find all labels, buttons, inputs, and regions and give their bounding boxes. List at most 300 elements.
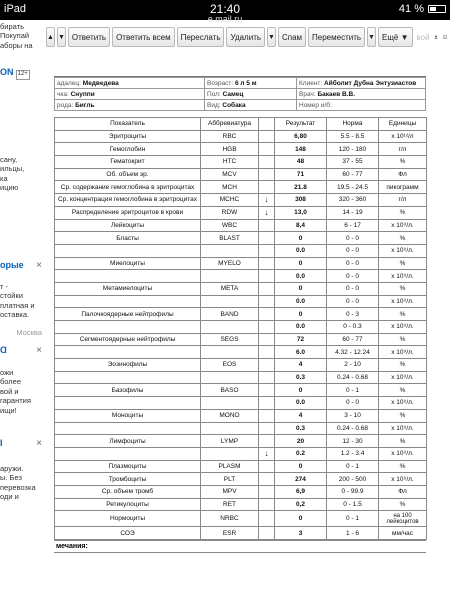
- ad-line: т -: [0, 282, 9, 291]
- close-icon[interactable]: ×: [36, 438, 42, 449]
- cell-value: 0.0: [275, 295, 327, 308]
- cell-mark: [259, 333, 275, 346]
- table-row: [55, 244, 427, 257]
- cell-abbr: PLASM: [201, 460, 259, 473]
- ad-promo-title: орые: [0, 260, 24, 270]
- cell-norm: 4.32 - 12.24: [327, 346, 379, 359]
- cell-name: [55, 295, 201, 308]
- table-row: [55, 232, 427, 245]
- cell-abbr: [201, 447, 259, 460]
- cell-name: Базофилы: [55, 384, 201, 397]
- cell-mark: [259, 282, 275, 295]
- cell-norm: 0 - 0: [327, 257, 379, 270]
- ad-line: аборы на: [0, 40, 33, 50]
- cell-norm: 0 - 0: [327, 282, 379, 295]
- cell-mark: [259, 473, 275, 486]
- cell-abbr: [201, 270, 259, 283]
- col-header-flag: [259, 118, 275, 131]
- cell-value: 71: [275, 168, 327, 181]
- cell-abbr: META: [201, 282, 259, 295]
- cell-abbr: [201, 295, 259, 308]
- cell-unit: на 100 лейкоцитов: [379, 511, 427, 527]
- cell-norm: 0 - 0: [327, 397, 379, 410]
- ad-line: перевозка: [0, 482, 36, 492]
- ad-line: более: [0, 377, 22, 387]
- breed-cell: рода: Бигль: [55, 100, 205, 111]
- ad-line: ильцы,: [0, 164, 25, 174]
- cell-mark: [259, 422, 275, 435]
- cell-value: 6,9: [275, 485, 327, 498]
- close-icon[interactable]: ×: [36, 260, 42, 271]
- chevron-down-icon: ▼: [368, 33, 375, 41]
- cell-name: Гематокрит: [55, 156, 201, 169]
- cell-name: [55, 321, 201, 334]
- ad-promo-block[interactable]: [0, 260, 46, 271]
- ad-logo-icon: Ɑ: [0, 345, 7, 355]
- table-row: [55, 447, 427, 460]
- attachment-icon[interactable]: [443, 31, 447, 43]
- cell-abbr: ESR: [201, 527, 259, 540]
- reply-all-button[interactable]: Ответить всем: [112, 27, 175, 47]
- cell-name: [55, 346, 201, 359]
- chevron-down-icon: ▼: [400, 32, 409, 42]
- cell-mark: [259, 359, 275, 372]
- region-label: Москва: [16, 328, 42, 337]
- cell-abbr: NRBC: [201, 511, 259, 527]
- col-header-abbr: Аббревиатура: [201, 118, 259, 131]
- cell-name: Гемоглобин: [55, 143, 201, 156]
- ad-line: бирать: [0, 22, 25, 31]
- cell-norm: 60 - 77: [327, 168, 379, 181]
- results-header-row: [55, 118, 427, 131]
- cell-unit: х 10⁹/л.: [379, 371, 427, 384]
- cell-name: Миелоциты: [55, 257, 201, 270]
- cell-mark: [259, 346, 275, 359]
- cell-abbr: MCHC: [201, 194, 259, 207]
- cell-norm: 0 - 0: [327, 295, 379, 308]
- results-table: [54, 117, 427, 540]
- cell-abbr: EOS: [201, 359, 259, 372]
- col-header-norm: Норма: [327, 118, 379, 131]
- cell-abbr: RDW: [201, 206, 259, 219]
- mail-toolbar: [46, 24, 450, 50]
- table-row: [55, 333, 427, 346]
- cell-mark: [259, 321, 275, 334]
- ad-text-top[interactable]: [0, 22, 46, 50]
- cell-mark: [259, 435, 275, 448]
- cell-abbr: LYMP: [201, 435, 259, 448]
- faded-label: вой: [416, 32, 430, 42]
- next-message-button[interactable]: [57, 27, 66, 47]
- cell-mark: [259, 511, 275, 527]
- cell-value: 4: [275, 359, 327, 372]
- cell-unit: х 10⁹/л.: [379, 244, 427, 257]
- table-row: [55, 143, 427, 156]
- move-menu-button[interactable]: [367, 27, 376, 47]
- cell-value: 48: [275, 156, 327, 169]
- cell-abbr: MYELO: [201, 257, 259, 270]
- cell-unit: %: [379, 257, 427, 270]
- left-ad-panel: [0, 20, 46, 600]
- ad-line: ищи!: [0, 405, 17, 415]
- clock: 21:40: [209, 2, 241, 16]
- cell-name: Метамиелоциты: [55, 282, 201, 295]
- device-label: iPad: [4, 3, 27, 15]
- more-button[interactable]: [378, 27, 413, 47]
- table-row: [55, 371, 427, 384]
- cell-mark: [259, 219, 275, 232]
- ad-line: Покупай: [0, 31, 30, 41]
- cell-unit: %: [379, 206, 427, 219]
- ad-logo-icon: I: [0, 438, 3, 448]
- cell-norm: 0 - 1: [327, 460, 379, 473]
- cell-norm: 5.5 - 8.5: [327, 130, 379, 143]
- pet-cell: чка: Снуппи: [55, 89, 205, 100]
- table-row: [55, 435, 427, 448]
- cell-unit: %: [379, 308, 427, 321]
- cell-mark: ↓: [259, 206, 275, 219]
- cell-value: 6,80: [275, 130, 327, 143]
- table-row: [55, 282, 427, 295]
- ad-line: платная и: [0, 300, 35, 310]
- cell-mark: [259, 168, 275, 181]
- cell-value: 20: [275, 435, 327, 448]
- cell-abbr: [201, 371, 259, 384]
- table-row: [55, 527, 427, 540]
- cell-name: Ср. концентрация гемоглобина в эритроцитах: [55, 194, 201, 207]
- col-header-unit: Единицы: [379, 118, 427, 131]
- ad-promo2-head[interactable]: [0, 345, 46, 356]
- spam-button[interactable]: Спам: [278, 27, 306, 47]
- cell-mark: [259, 143, 275, 156]
- cell-unit: %: [379, 333, 427, 346]
- cell-abbr: [201, 346, 259, 359]
- ad-line: оди и: [0, 492, 19, 502]
- ad-line: гарантия: [0, 396, 31, 406]
- cell-name: Лейкоциты: [55, 219, 201, 232]
- cell-mark: [259, 384, 275, 397]
- table-row: [55, 181, 427, 194]
- cell-norm: 37 - 55: [327, 156, 379, 169]
- cell-norm: 12 - 30: [327, 435, 379, 448]
- cell-unit: х 10⁹/л.: [379, 295, 427, 308]
- cell-unit: %: [379, 232, 427, 245]
- cell-name: Нормоциты: [55, 511, 201, 527]
- cell-mark: [259, 130, 275, 143]
- cell-abbr: MPV: [201, 485, 259, 498]
- cell-unit: х 10⁹/л.: [379, 219, 427, 232]
- cell-abbr: RET: [201, 498, 259, 511]
- ad-line: ы. Без: [0, 473, 22, 483]
- cell-unit: г/л: [379, 143, 427, 156]
- table-row: [55, 295, 427, 308]
- age-rating-badge: 12+: [16, 70, 30, 80]
- delete-menu-button[interactable]: [267, 27, 276, 47]
- ad-promo3-text[interactable]: [0, 464, 46, 502]
- cell-abbr: RBC: [201, 130, 259, 143]
- cell-unit: %: [379, 384, 427, 397]
- ad-brand-block[interactable]: [0, 67, 46, 80]
- cell-abbr: [201, 397, 259, 410]
- cell-unit: %: [379, 156, 427, 169]
- ad-line: вой и: [0, 386, 19, 396]
- ad-line: ожи: [0, 368, 14, 377]
- client-cell: Клиент: Айболит Дубна Энтузиастов: [297, 78, 426, 89]
- cell-unit: %: [379, 282, 427, 295]
- cell-mark: [259, 308, 275, 321]
- cell-mark: [259, 460, 275, 473]
- report-header: [54, 77, 426, 111]
- cell-value: 3: [275, 527, 327, 540]
- cell-name: [55, 244, 201, 257]
- cell-value: 0.3: [275, 422, 327, 435]
- cell-abbr: MCV: [201, 168, 259, 181]
- lab-report: [54, 76, 426, 582]
- table-row: [55, 308, 427, 321]
- cell-value: 0.2: [275, 447, 327, 460]
- owner-cell: адалец: Медведева: [55, 78, 205, 89]
- table-row: [55, 130, 427, 143]
- cell-name: Сегментоядерные нейтрофилы: [55, 333, 201, 346]
- cell-abbr: PLT: [201, 473, 259, 486]
- table-row: [55, 219, 427, 232]
- cell-abbr: BASO: [201, 384, 259, 397]
- results-body: [55, 130, 427, 539]
- ad-promo-text[interactable]: [0, 282, 46, 320]
- person-icon[interactable]: [434, 31, 438, 43]
- cell-name: Лимфоциты: [55, 435, 201, 448]
- cell-abbr: SEGS: [201, 333, 259, 346]
- cell-name: Эритроциты: [55, 130, 201, 143]
- table-row: [55, 511, 427, 527]
- table-row: [55, 384, 427, 397]
- cell-value: 0.0: [275, 321, 327, 334]
- cell-unit: х 10⁹/л.: [379, 270, 427, 283]
- cell-norm: 0.24 - 0.68: [327, 422, 379, 435]
- cell-abbr: BAND: [201, 308, 259, 321]
- cell-value: 0: [275, 384, 327, 397]
- cell-value: 0: [275, 460, 327, 473]
- cell-mark: [259, 181, 275, 194]
- cell-mark: [259, 270, 275, 283]
- url-label[interactable]: e.mail.ru: [207, 14, 243, 24]
- chevron-down-icon: ▼: [57, 33, 65, 41]
- cell-unit: %: [379, 409, 427, 422]
- cell-norm: 19.5 - 24.5: [327, 181, 379, 194]
- table-row: [55, 485, 427, 498]
- ad-promo3-head[interactable]: [0, 438, 46, 449]
- cell-value: 13,0: [275, 206, 327, 219]
- reply-button[interactable]: Ответить: [68, 27, 110, 47]
- doctor-cell: Врач: Бакаев В.В.: [297, 89, 426, 100]
- cell-norm: 2 - 10: [327, 359, 379, 372]
- ad-line: аружи.: [0, 464, 24, 473]
- cell-name: Бласты: [55, 232, 201, 245]
- cell-norm: 0 - 0: [327, 244, 379, 257]
- table-row: [55, 422, 427, 435]
- cell-mark: [259, 485, 275, 498]
- cell-norm: 0 - 0: [327, 270, 379, 283]
- cell-unit: мм/час: [379, 527, 427, 540]
- cell-unit: %: [379, 359, 427, 372]
- card-cell: Номер и/б:: [297, 100, 426, 111]
- header-row: [55, 78, 426, 89]
- cell-value: 21.8: [275, 181, 327, 194]
- cell-name: [55, 270, 201, 283]
- cell-mark: ↓: [259, 447, 275, 460]
- chevron-down-icon: ▼: [268, 33, 275, 41]
- cell-name: [55, 371, 201, 384]
- cell-name: СОЭ: [55, 527, 201, 540]
- ad-line: сану,: [0, 155, 18, 164]
- table-row: [55, 321, 427, 334]
- cell-unit: %: [379, 498, 427, 511]
- cell-value: 0.0: [275, 397, 327, 410]
- cell-abbr: [201, 422, 259, 435]
- cell-mark: [259, 295, 275, 308]
- cell-name: Моноциты: [55, 409, 201, 422]
- cell-name: Распределение эритроцитов в крови: [55, 206, 201, 219]
- cell-name: Палочкоядерные нейтрофилы: [55, 308, 201, 321]
- cell-abbr: BLAST: [201, 232, 259, 245]
- cell-unit: х 10⁹/л.: [379, 422, 427, 435]
- ad-line: ицию: [0, 183, 19, 193]
- cell-value: 8,4: [275, 219, 327, 232]
- cell-abbr: MONO: [201, 409, 259, 422]
- cell-name: Эозинофилы: [55, 359, 201, 372]
- cell-norm: 0 - 0.3: [327, 321, 379, 334]
- cell-norm: 200 - 500: [327, 473, 379, 486]
- cell-value: 0.3: [275, 371, 327, 384]
- more-label: Ещё: [381, 32, 399, 42]
- ad-brand: ON: [0, 67, 14, 77]
- chevron-up-icon: ▲: [47, 33, 54, 41]
- header-row: [55, 89, 426, 100]
- prev-message-button[interactable]: [46, 27, 55, 47]
- cell-unit: Фл: [379, 168, 427, 181]
- ad-line: стойки: [0, 291, 23, 301]
- ad-line: оставка.: [0, 310, 30, 320]
- cell-norm: 1.2 - 3.4: [327, 447, 379, 460]
- table-row: [55, 194, 427, 207]
- cell-norm: 0 - 99.9: [327, 485, 379, 498]
- cell-name: [55, 397, 201, 410]
- table-row: [55, 409, 427, 422]
- remarks-area: [54, 552, 426, 582]
- cell-unit: пикограмм: [379, 181, 427, 194]
- table-row: [55, 460, 427, 473]
- cell-norm: 0 - 1.5: [327, 498, 379, 511]
- battery-icon: [428, 5, 446, 13]
- table-row: [55, 206, 427, 219]
- table-row: [55, 498, 427, 511]
- move-button[interactable]: Переместить: [308, 27, 365, 47]
- cell-abbr: MCH: [201, 181, 259, 194]
- cell-name: Плазмоциты: [55, 460, 201, 473]
- cell-norm: 6 - 17: [327, 219, 379, 232]
- cell-norm: 0 - 0: [327, 232, 379, 245]
- table-row: [55, 168, 427, 181]
- cell-value: 0.0: [275, 270, 327, 283]
- forward-button[interactable]: Переслать: [177, 27, 225, 47]
- cell-norm: 0 - 1: [327, 384, 379, 397]
- cell-value: 0: [275, 511, 327, 527]
- cell-value: 0,2: [275, 498, 327, 511]
- cell-name: [55, 422, 201, 435]
- close-icon[interactable]: ×: [36, 345, 42, 356]
- cell-unit: х 10⁹/л.: [379, 321, 427, 334]
- cell-name: Об. объем эр.: [55, 168, 201, 181]
- cell-mark: ↓: [259, 194, 275, 207]
- cell-mark: [259, 257, 275, 270]
- cell-mark: [259, 371, 275, 384]
- table-row: [55, 397, 427, 410]
- cell-value: 0.0: [275, 244, 327, 257]
- cell-name: Тромбоциты: [55, 473, 201, 486]
- ad-text-mid[interactable]: [0, 155, 46, 193]
- cell-unit: х 10⁹/л.: [379, 346, 427, 359]
- cell-value: 148: [275, 143, 327, 156]
- cell-unit: х 10⁹/л.: [379, 397, 427, 410]
- table-row: [55, 359, 427, 372]
- cell-unit: Фл: [379, 485, 427, 498]
- cell-norm: 3 - 10: [327, 409, 379, 422]
- sex-cell: Пол: Самец: [205, 89, 297, 100]
- cell-value: 4: [275, 409, 327, 422]
- cell-mark: [259, 527, 275, 540]
- battery-status: [399, 3, 446, 15]
- cell-value: 72: [275, 333, 327, 346]
- table-row: [55, 346, 427, 359]
- ad-promo2-text[interactable]: [0, 368, 46, 415]
- cell-value: 6.0: [275, 346, 327, 359]
- cell-name: Ср. объем тромб: [55, 485, 201, 498]
- cell-mark: [259, 397, 275, 410]
- cell-mark: [259, 498, 275, 511]
- cell-value: 0: [275, 257, 327, 270]
- cell-norm: 14 - 19: [327, 206, 379, 219]
- header-row: [55, 100, 426, 111]
- cell-abbr: HTC: [201, 156, 259, 169]
- age-cell: Возраст: 6 л 5 м: [205, 78, 297, 89]
- cell-abbr: HGB: [201, 143, 259, 156]
- cell-value: 0: [275, 282, 327, 295]
- cell-norm: 120 - 180: [327, 143, 379, 156]
- table-row: [55, 257, 427, 270]
- delete-button[interactable]: Удалить: [226, 27, 265, 47]
- table-row: [55, 156, 427, 169]
- cell-name: Ретикулоциты: [55, 498, 201, 511]
- cell-norm: 0.24 - 0.68: [327, 371, 379, 384]
- ad-line: ка: [0, 173, 8, 183]
- cell-norm: 0 - 1: [327, 511, 379, 527]
- cell-norm: 60 - 77: [327, 333, 379, 346]
- cell-unit: х 10¹²/л: [379, 130, 427, 143]
- cell-abbr: WBC: [201, 219, 259, 232]
- cell-value: 0: [275, 232, 327, 245]
- cell-unit: г/л: [379, 194, 427, 207]
- cell-norm: 0 - 3: [327, 308, 379, 321]
- cell-value: 274: [275, 473, 327, 486]
- cell-name: [55, 447, 201, 460]
- cell-mark: [259, 232, 275, 245]
- cell-unit: х 10⁹/л.: [379, 447, 427, 460]
- table-row: [55, 270, 427, 283]
- col-header-indicator: Показатель: [55, 118, 201, 131]
- table-row: [55, 473, 427, 486]
- status-bar: [0, 0, 450, 24]
- cell-mark: [259, 244, 275, 257]
